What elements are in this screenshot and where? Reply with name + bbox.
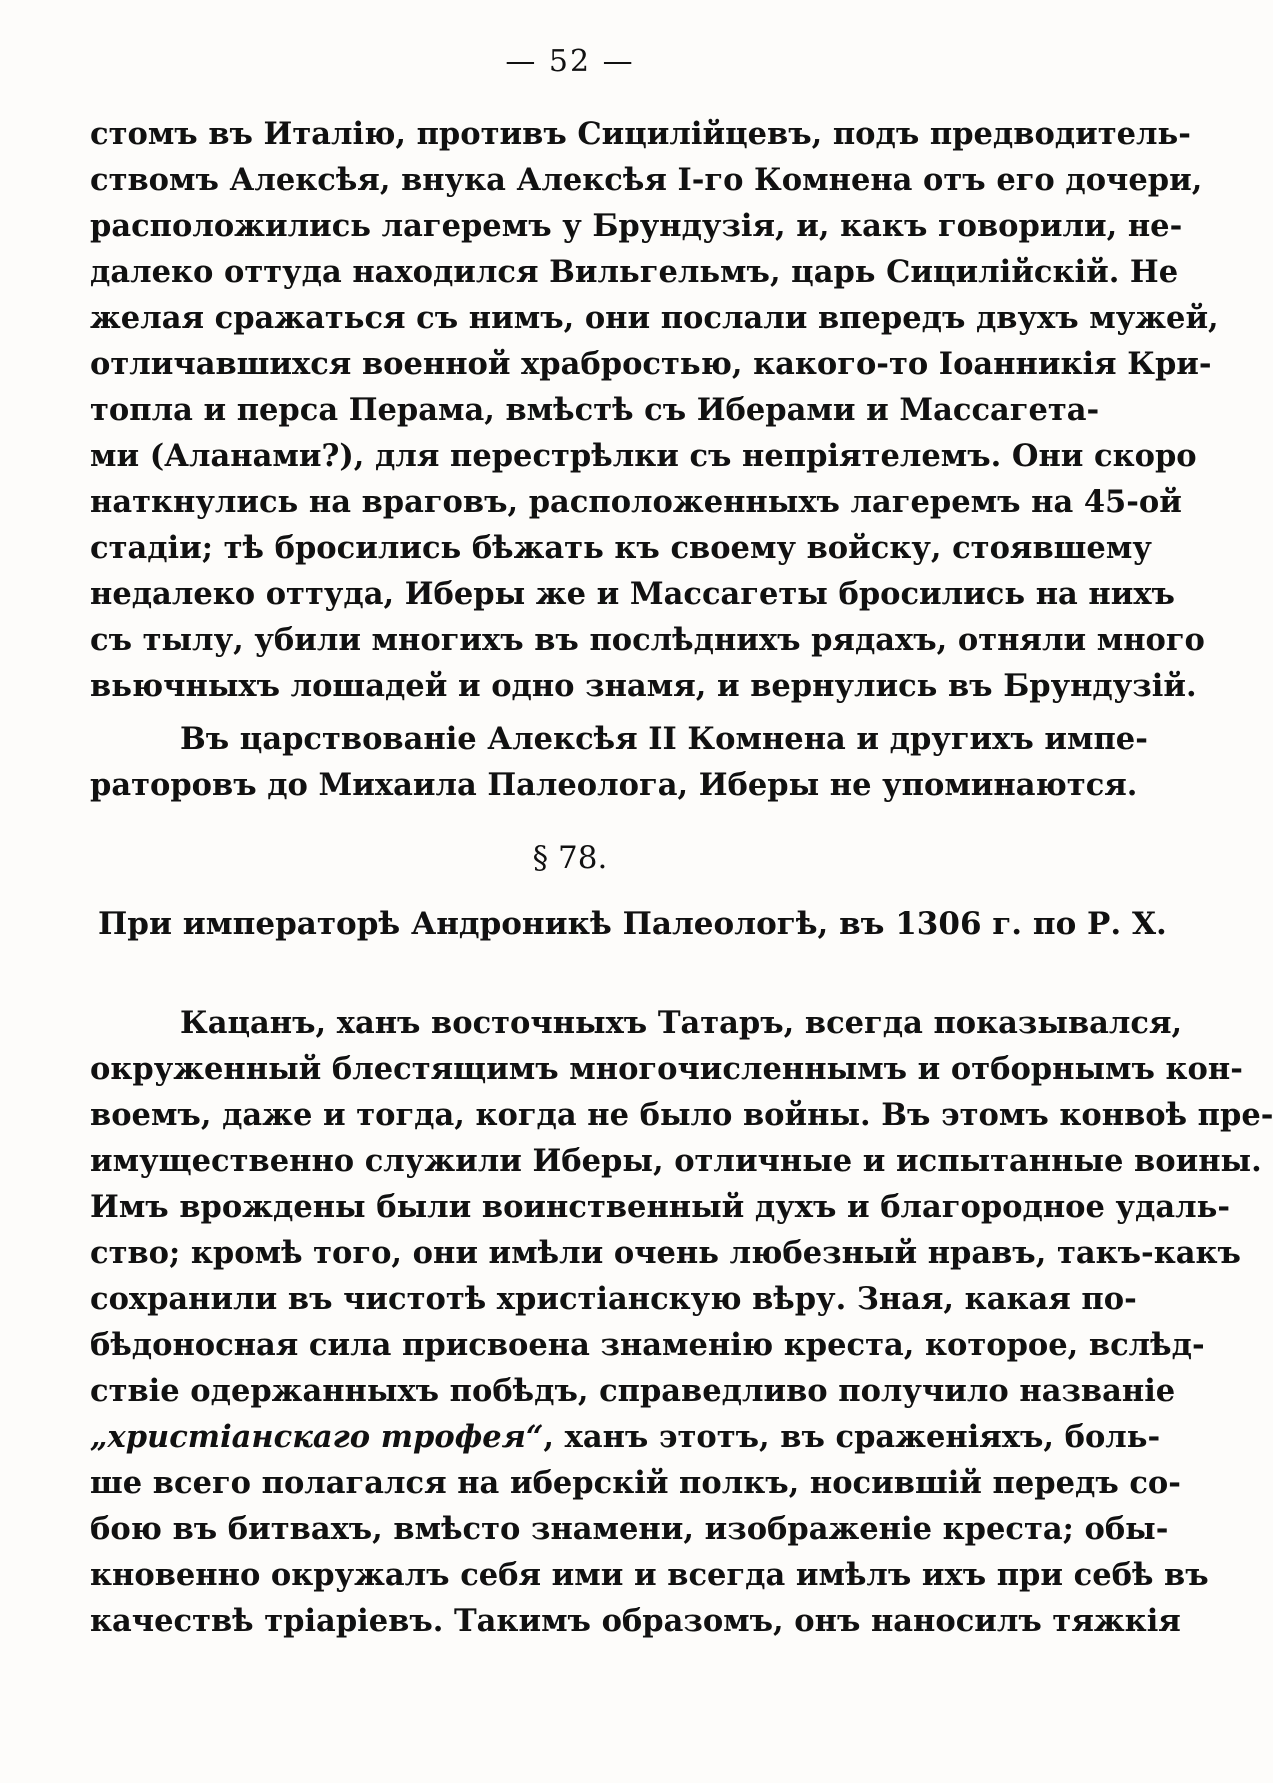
text-line: съ тылу, убили многихъ въ послѣднихъ рядахъ, отняли много — [90, 622, 1205, 658]
text-line: расположились лагеремъ у Брундузія, и, какъ говорили, не- — [90, 208, 1183, 244]
text-line: кновенно окружалъ себя ими и всегда имѣлъ ихъ при себѣ въ — [90, 1557, 1209, 1593]
quote-line-rest: , ханъ этотъ, въ сраженіяхъ, боль- — [543, 1419, 1161, 1455]
text-line: ствомъ Алексѣя, внука Алексѣя I-го Комнена отъ его дочери, — [90, 162, 1203, 198]
text-line: наткнулись на враговъ, расположенныхъ лагеремъ на 45-ой — [90, 484, 1182, 520]
text-line: ше всего полагался на иберскій полкъ, носившій передъ со- — [90, 1465, 1181, 1501]
text-line: стадіи; тѣ бросились бѣжать къ своему войску, стоявшему — [90, 530, 1152, 566]
section-heading: § 78. — [532, 840, 608, 876]
text-line: качествѣ тріаріевъ. Такимъ образомъ, онъ наносилъ тяжкія — [90, 1603, 1181, 1639]
text-line: окруженный блестящимъ многочисленнымъ и отборнымъ кон- — [90, 1051, 1243, 1087]
text-line: топла и перса Перама, вмѣстѣ съ Иберами и Массагета- — [90, 392, 1100, 428]
text-line: недалеко оттуда, Иберы же и Массагеты бросились на нихъ — [90, 576, 1175, 612]
italic-quote: „христіанскаго трофея“ — [90, 1419, 544, 1455]
text-line: сохранили въ чистотѣ христіанскую вѣру. Зная, какая по- — [90, 1281, 1137, 1317]
text-line: Въ царствованіе Алексѣя II Комнена и другихъ импе- — [180, 721, 1148, 757]
text-line: далеко оттуда находился Вильгельмъ, царь Сицилійскій. Не — [90, 254, 1179, 290]
text-line: бою въ битвахъ, вмѣсто знамени, изображеніе креста; обы- — [90, 1511, 1169, 1547]
text-line: отличавшихся военной храбростью, какого-то Іоанникія Кри- — [90, 346, 1212, 382]
text-line: Имъ врождены были воинственный духъ и благородное удаль- — [90, 1189, 1231, 1225]
text-line: ствіе одержанныхъ побѣдъ, справедливо получило названіе — [90, 1373, 1176, 1409]
text-line: воемъ, даже и тогда, когда не было войны. Въ этомъ конвоѣ пре- — [90, 1097, 1273, 1133]
text-line: раторовъ до Михаила Палеолога, Иберы не упоминаются. — [90, 767, 1138, 803]
text-line: желая сражаться съ нимъ, они послали впередъ двухъ мужей, — [90, 300, 1219, 336]
text-line: ми (Аланами?), для перестрѣлки съ непріятелемъ. Они скоро — [90, 438, 1197, 474]
text-line: имущественно служили Иберы, отличные и испытанные воины. — [90, 1143, 1262, 1179]
text-line: вьючныхъ лошадей и одно знамя, и вернулись въ Брундузій. — [90, 668, 1197, 704]
text-line: стомъ въ Италію, противъ Сицилійцевъ, подъ предводитель- — [90, 116, 1191, 152]
quote-line — [90, 1414, 1161, 1460]
page-number: — 52 — — [505, 44, 635, 79]
text-line: бѣдоносная сила присвоена знаменію креста, которое, вслѣд- — [90, 1327, 1205, 1363]
text-line: Кацанъ, ханъ восточныхъ Татаръ, всегда показывался, — [180, 1005, 1183, 1041]
section-subtitle: При императорѣ Андроникѣ Палеологѣ, въ 1306 г. по Р. Х. — [98, 906, 1167, 942]
text-line: ство; кромѣ того, они имѣли очень любезный нравъ, такъ-какъ — [90, 1235, 1241, 1271]
